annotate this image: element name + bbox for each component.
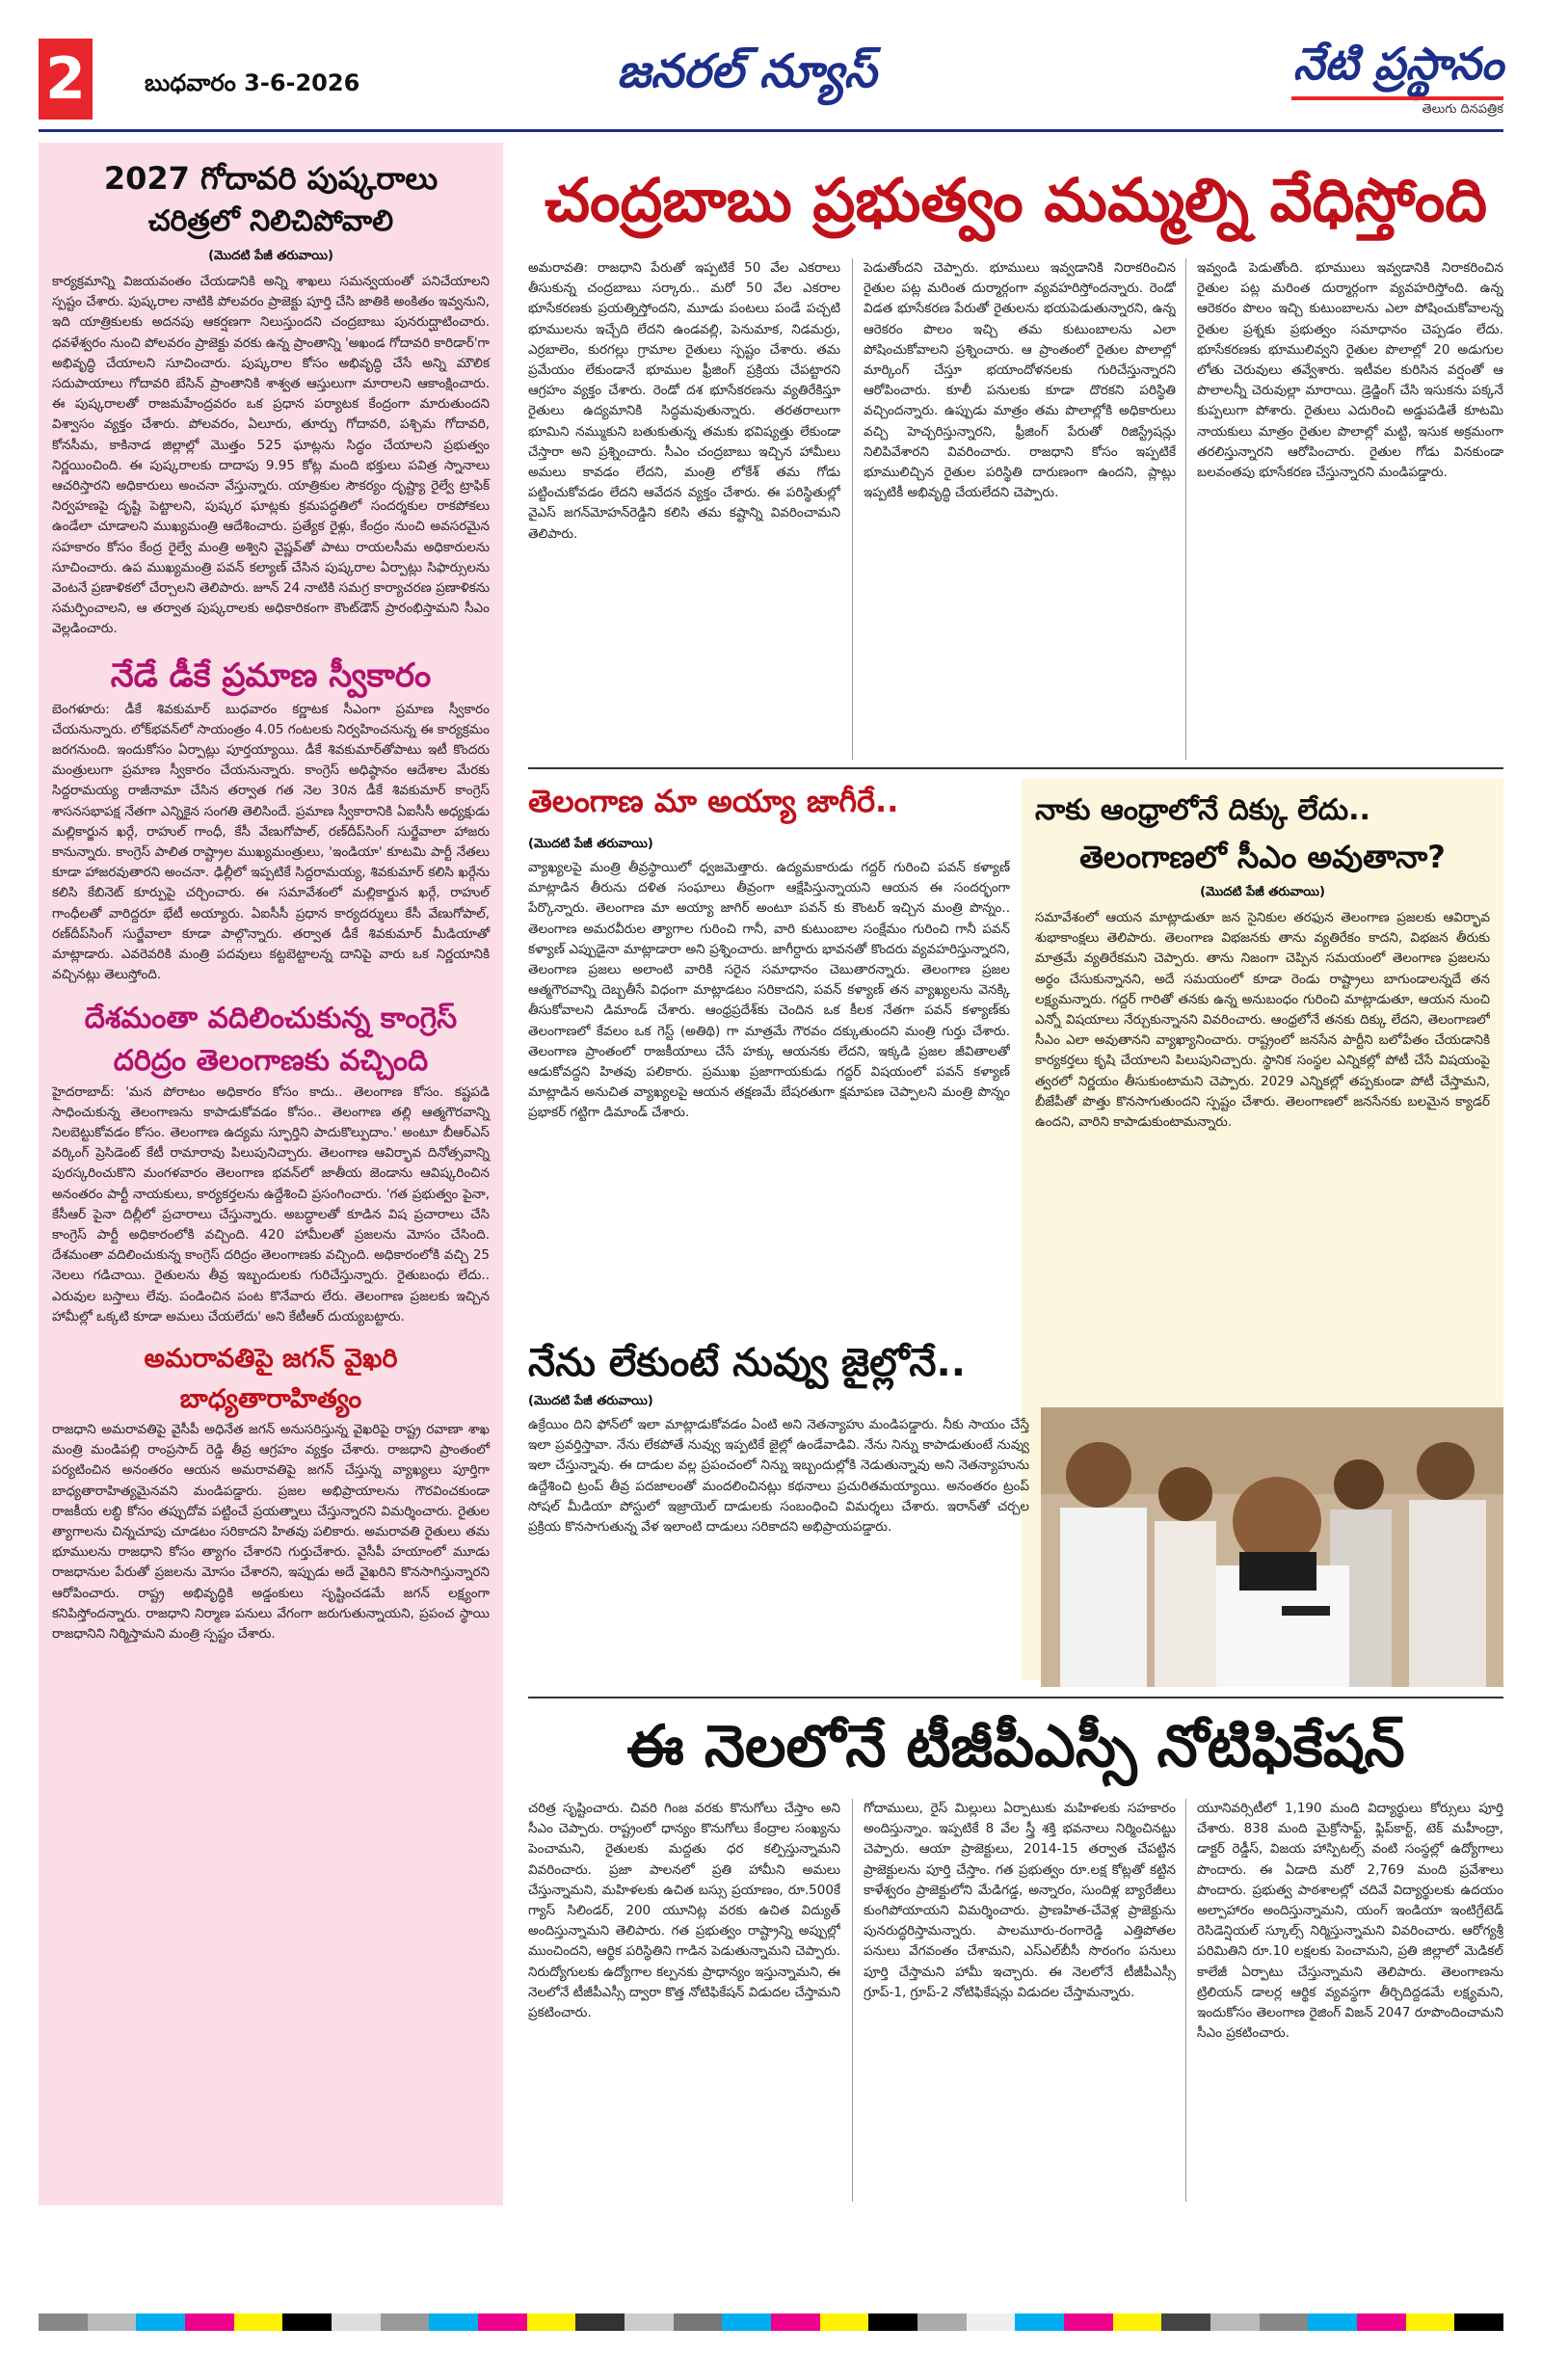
jail-byline: (మొదటి పేజీ తరువాయి) bbox=[528, 1394, 653, 1408]
news-photo bbox=[1041, 1407, 1503, 1687]
telangana-byline: (మొదటి పేజీ తరువాయి) bbox=[528, 837, 653, 851]
story2-body: బెంగళూరు: డీకే శివకుమార్ బుధవారం కర్ణాటక సీఎంగా ప్రమాణ స్వీకారం చేయనున్నారు. లోక్‌భవన్‌లో సాయంత్రం 4.05 గంటలకు నిర్వహించనున్న ఈ కార్యక్రమం జరగనుంది. ఇందుకోసం ఏర్పాట్లు పూర్తయ్యాయి. డీకే శివకుమార్‌తోపాటు ఇటీ కొందరు మంత్రులుగా ప్రమాణ స్వీకారం చేయనున్నారు. కాంగ్రెస్ అధిష్ఠానం ఆదేశాల మేరకు సిద్దరామయ్య రాజీనామా చేసిన తర్వాత గత నెల 30న డీకే శివకుమార్ కాంగ్రెస్ శాసనసభాపక్ష నేతగా ఎన్నికైన సంగతి తెలిసిందే. ప్రమాణ స్వీకారానికి ఏఐసీసీ అధ్యక్షుడు మల్లికార్జున ఖర్గే, రాహుల్ గాంధీ, కేసీ వేణుగోపాల్, రణ్‌దీప్‌సింగ్ సుర్జేవాలా హాజరు కానున్నారు. కాంగ్రెస్ పాలిత రాష్ట్రాల ముఖ్యమంత్రులు, 'ఇండియా' కూటమి పార్టీ నేతలు కూడా హాజరవుతారని అంచనా. ఢిల్లీలో ఇప్పటికే సిద్దరామయ్య, శివకుమార్ కలిసి ఖర్గేను కలిసి కేబినెట్ కూర్పుపై చర్చించారు. ఈ సమావేశంలో మల్లికార్జున ఖర్గే, రాహుల్ గాంధీలతో వారిద్దరూ భేటీ అయ్యారు. ఏఐసీసీ ప్రధాన కార్యదర్శులు కేసీ వేణుగోపాల్, రణ్‌దీప్‌సింగ్ సుర్జేవాలా కూడా పాల్గొన్నారు. తర్వాత డీకే శివకుమార్ మీడియాతో మాట్లాడారు. ఎవరెవరికి మంత్రి పదవులు కట్టబెట్టాలన్న దానిపై వారు ఒక నిర్ణయానికి వచ్చినట్లు తెలుస్తోంది. bbox=[52, 701, 490, 983]
section-divider bbox=[528, 767, 1503, 769]
box-headline-1: నాకు ఆంధ్రాలోనే దిక్కు లేదు.. bbox=[1035, 793, 1370, 827]
telangana-body: వ్యాఖ్యలపై మంత్రి తీవ్రస్థాయిలో ధ్వజమెత్తారు. ఉద్యమకారుడు గద్దర్ గురించి పవన్ కళ్యాణ్ మాట్లాడిన తీరును దళిత సంఘాలు తీవ్రంగా ఆక్షేపిస్తున్నాయని ఆయన ఈ సందర్భంగా పేర్కొన్నారు. తెలంగాణ మా అయ్యా జాగిర్ అంటూ పవన్ కు కౌంటర్ ఇచ్చిన మంత్రి పొన్నం.. తెలంగాణ అమరవీరుల త్యాగాల గురించి గానీ, వారి కుటుంబాల సంక్షేమం గురించి గానీ పవన్ కళ్యాణ్ ఎప్పుడైనా మాట్లాడారా అని ప్రశ్నించారు. జాగీర్దారు భావనతో కొందరు వ్యవహరిస్తున్నారని, తెలంగాణ ప్రజలు అలాంటి వారికి సరైన సమాధానం చెబుతారన్నారు. తెలంగాణ ప్రజల ఆత్మగౌరవాన్ని దెబ్బతీసే విధంగా మాట్లాడటం సరికాదని, పవన్ కళ్యాణ్ తన వ్యాఖ్యలను వెనక్కి తీసుకోవాలని డిమాండ్ చేశారు. ఆంధ్రప్రదేశ్‌కు చెందిన ఒక కీలక నేతగా పవన్ కళ్యాణ్‌కు తెలంగాణలో కేవలం ఒక గెస్ట్ (అతిథి) గా మాత్రమే గౌరవం దక్కుతుందని మంత్రి గుర్తు చేశారు. తెలంగాణ ప్రాంతంలో రాజకీయాలు చేసే హక్కు ఆయనకు లేదని, ఇక్కడి ప్రజల జీవితాలతో ఆడుకోవద్దని హితవు పలికారు. ప్రముఖ ప్రజాగాయకుడు గద్దర్ విషయంలో పవన్ కళ్యాణ్ మాట్లాడిన అనుచిత వ్యాఖ్యలపై ఆయన తక్షణమే బేషరతుగా క్షమాపణ చెప్పాలని మంత్రి పొన్నం ప్రభాకర్ గట్టిగా డిమాండ్ చేశారు. bbox=[528, 860, 1010, 1121]
tgpsc-col1: చరిత్ర సృష్టించారు. చివరి గింజ వరకు కొనుగోలు చేస్తాం అని సీఎం చెప్పారు. రాష్ట్రంలో ధాన్యం కొనుగోలు కేంద్రాల సంఖ్యను పెంచామని, రైతులకు మద్దతు ధర కల్పిస్తున్నామని వివరించారు. ప్రజా పాలనలో ప్రతి హామీని అమలు చేస్తున్నామని, మహిళలకు ఉచిత బస్సు ప్రయాణం, రూ.500కే గ్యాస్ సిలిండర్, 200 యూనిట్ల వరకు ఉచిత విద్యుత్ అందిస్తున్నామని తెలిపారు. గత ప్రభుత్వం రాష్ట్రాన్ని అప్పుల్లో ముంచిందని, ఆర్థిక పరిస్థితిని గాడిన పెడుతున్నామని చెప్పారు. నిరుద్యోగులకు ఉద్యోగాల కల్పనకు ప్రాధాన్యం ఇస్తున్నామని, ఈ నెలలోనే టీజీపీఎస్సీ ద్వారా కొత్త నోటిఫికేషన్ విడుదల చేస్తామని ప్రకటించారు. bbox=[528, 1801, 840, 2021]
box-body: సమావేశంలో ఆయన మాట్లాడుతూ జన సైనికుల తరఫున తెలంగాణ ప్రజలకు ఆవిర్భావ శుభాకాంక్షలు తెలిపారు. తెలంగాణ విభజనకు తాను వ్యతిరేకం కాదని, విభజన తీరుకు మాత్రమే వ్యతిరేకమని చెప్పారు. తాను నిజంగా చెప్పిన సమయంలో తెలంగాణ ప్రజలను అర్థం చేసుకున్నానని, అదే సమయంలో కూడా రెండు రాష్ట్రాలు బాగుండాలన్నదే తన లక్ష్యమన్నారు. గద్దర్ గారితో తనకు ఉన్న అనుబంధం గురించి మాట్లాడుతూ, ఆయన నుంచి ఎన్నో విషయాలు నేర్చుకున్నానని వివరించారు. ఆంధ్రలోనే తనకు దిక్కు లేదని, తెలంగాణలో సీఎం ఎలా అవుతానని వ్యాఖ్యానించారు. రాష్ట్రంలో జనసేన పార్టీని బలోపేతం చేయడానికి కార్యకర్తలు కృషి చేయాలని పిలుపునిచ్చారు. స్థానిక సంస్థల ఎన్నికల్లో పోటీ చేసే విషయంపై త్వరలో నిర్ణయం తీసుకుంటామని చెప్పారు. 2029 ఎన్నికల్లో తప్పకుండా పోటీ చేస్తామని, బీజేపీతో పొత్తు కొనసాగుతుందని స్పష్టం చేశారు. తెలంగాణలో జనసేనకు బలమైన క్యాడర్ ఉందని, వారిని కాపాడుకుంటామన్నారు. bbox=[1035, 910, 1490, 1131]
story1-headline-1: 2027 గోదావరి పుష్కరాలు bbox=[103, 160, 439, 197]
story1-byline: (మొదటి పేజీ తరువాయి) bbox=[208, 249, 333, 263]
telangana-headline: తెలంగాణ మా అయ్యా జాగీరే.. bbox=[528, 783, 899, 819]
section-title: జనరల్ న్యూస్ bbox=[617, 44, 877, 98]
left-column bbox=[39, 143, 503, 2206]
main-headline: చంద్రబాబు ప్రభుత్వం మమ్మల్ని వేధిస్తోంది bbox=[544, 165, 1488, 235]
box-headline-2: తెలంగాణలో సీఎం అవుతానా? bbox=[1079, 839, 1446, 875]
page-number: 2 bbox=[39, 39, 93, 120]
jail-headline: నేను లేకుంటే నువ్వు జైల్లోనే.. bbox=[528, 1341, 966, 1385]
crowd-photo-illustration bbox=[1041, 1407, 1503, 1687]
column-rule bbox=[852, 1799, 853, 2202]
story3-headline-1: దేశమంతా వదిలించుకున్న కాంగ్రెస్ bbox=[84, 1001, 458, 1035]
story1-body: కార్యక్రమాన్ని విజయవంతం చేయడానికి అన్ని శాఖలు సమన్వయంతో పనిచేయాలని స్పష్టం చేశారు. పుష్కరాల నాటికి పోలవరం ప్రాజెక్టు పూర్తి చేసి జాతికి అంకితం ఇవ్వనుని, ఇది యాత్రికులకు అదనపు ఆకర్షణగా నిలుస్తుందని చంద్రబాబు పునరుద్ఘాటించారు. ధవళేశ్వరం నుంచి పోలవరం ప్రాజెక్టు వరకు ఉన్న ప్రాంతాన్ని 'అఖండ గోదావరి కారిడార్'గా అభివృద్ధి చేయాలని సూచించారు. పుష్కరాల కోసం అభివృద్ధి చేసే అన్ని మౌలిక సదుపాయాలు గోదావరి బేసిన్ ప్రాంతానికి శాశ్వత ఆస్తులుగా మారాలని ఆకాంక్షించారు. ఈ పుష్కరాలతో రాజమహేంద్రవరం ఒక ప్రధాన పర్యాటక కేంద్రంగా మారుతుందని విశ్వాసం వ్యక్తం చేశారు. పోలవరం, ఏలూరు, తూర్పు గోదావరి, పశ్చిమ గోదావరి, కోనసీమ, కాకినాడ జిల్లాల్లో మొత్తం 525 ఘాట్లను సిద్ధం చేయాలని ప్రభుత్వం నిర్ణయించింది. ఈ పుష్కరాలకు దాదాపు 9.95 కోట్ల మంది భక్తులు పవిత్ర స్నానాలు ఆచరిస్తారని అధికారులు అంచనా వేస్తున్నారు. యాత్రికుల సౌకర్యం దృష్ట్యా రైల్వే ట్రాఫిక్ నిర్వహణపై దృష్టి పెట్టాలని, పుష్కర ఘాట్లకు క్రమపద్ధతిలో సందర్శకుల రాకపోకలు ఉండేలా చూడాలని ముఖ్యమంత్రి ఆదేశించారు. ప్రత్యేక రైళ్లు, కేంద్రం నుంచి అవసరమైన సహకారం కోసం కేంద్ర రైల్వే మంత్రి అశ్విని వైష్ణవ్‌తో పాటు రాయలసీమ అధికారులను సూచించారు. ఉప ముఖ్యమంత్రి పవన్ కల్యాణ్ చేసిన పుష్కరాల ఏర్పాట్లు సిఫార్సులను వెంటనే ప్రణాళికలో చేర్చాలని తెలిపారు. జూన్ 24 నాటికి సమగ్ర కార్యాచరణ ప్రణాళికను సమర్పించాలని, ఆ తర్వాత పుష్కరాలకు అధికారికంగా కౌంట్‌డౌన్ ప్రారంభిస్తామని సీఎం వెల్లడించారు. bbox=[52, 274, 490, 637]
brand-logo bbox=[1293, 39, 1503, 89]
masthead bbox=[0, 0, 1542, 135]
brand-name: నేటి ప్రస్థానం bbox=[1292, 38, 1503, 90]
story4-body: రాజధాని అమరావతిపై వైసీపీ అధినేత జగన్ అనుసరిస్తున్న వైఖరిపై రాష్ట్ర రవాణా శాఖ మంత్రి మండిపల్లి రాంప్రసాద్ రెడ్డి తీవ్ర ఆగ్రహం వ్యక్తం చేశారు. రాజధాని ప్రాంతంలో పర్యటించిన అనంతరం ఆయన అమరావతిపై జగన్ చేస్తున్న వ్యాఖ్యలు పూర్తిగా బాధ్యతారాహిత్యమైనవని మండిపడ్డారు. ప్రజల అభిప్రాయాలను గౌరవించకుండా రాజకీయ లబ్ధి కోసం తప్పుదోవ పట్టించే ప్రయత్నాలు చేస్తున్నారని విమర్శించారు. రైతుల త్యాగాలను చిన్నచూపు చూడటం సరికాదని హితవు పలికారు. అమరావతి రైతులు తమ భూములను రాజధాని కోసం త్యాగం చేశారని గుర్తుచేశారు. వైసీపీ హయాంలో మూడు రాజధానుల పేరుతో ప్రజలను మోసం చేశారని, ఇప్పుడు అదే వైఖరిని కొనసాగిస్తున్నారని ఆరోపించారు. రాష్ట్ర అభివృద్ధికి అడ్డంకులు సృష్టించడమే జగన్ లక్ష్యంగా కనిపిస్తోందన్నారు. రాజధాని నిర్మాణ పనులు వేగంగా జరుగుతున్నాయని, ప్రపంచ స్థాయి రాజధానిని నిర్మిస్తామని మంత్రి స్పష్టం చేశారు. bbox=[52, 1421, 490, 1642]
column-rule bbox=[852, 258, 853, 760]
story1-headline-2: చరిత్రలో నిలిచిపోవాలి bbox=[147, 204, 394, 238]
story3-body: హైదరాబాద్: 'మన పోరాటం అధికారం కోసం కాదు.. తెలంగాణ కోసం. కష్టపడి సాధించుకున్న తెలంగాణను కాపాడుకోవడం కోసం.. తెలంగాణ తల్లి ఆత్మగౌరవాన్ని నిలబెట్టుకోవడం కోసం. తెలంగాణ ఉద్యమ స్ఫూర్తిని పాదుకొల్పుదాం.' అంటూ బీఆర్ఎస్ వర్కింగ్ ప్రెసిడెంట్ కేటీ రామారావు పిలుపునిచ్చారు. తెలంగాణ ఆవిర్భావ దినోత్సవాన్ని పురస్కరించుకొని మంగళవారం తెలంగాణ భవన్‌లో జాతీయ జెండాను ఆవిష్కరించిన అనంతరం పార్టీ నాయకులు, కార్యకర్తలను ఉద్దేశించి ప్రసంగించారు. 'గత ప్రభుత్వం పైనా, కేసీఆర్ పైనా దిల్లీలో ప్రచారాలు చేస్తున్నారు. అబద్ధాలతో కూడిన విష ప్రచారాలు చేసి కాంగ్రెస్ పార్టీ అధికారంలోకి వచ్చింది. 420 హామీలతో ప్రజలను మోసం చేసింది. దేశమంతా వదిలించుకున్న కాంగ్రెస్ దరిద్రం తెలంగాణకు వచ్చింది. అధికారంలోకి వచ్చి 25 నెలలు గడిచాయి. రైతులను తీవ్ర ఇబ్బందులకు గురిచేస్తున్నారు. రైతుబంధు లేదు.. ఎరువుల బస్తాలు లేవు. పండించిన పంట కొనేవారు లేరు. తెలంగాణ ప్రజలకు ఇచ్చిన హామీల్లో ఒక్కటి కూడా అమలు చేయలేదు' అని కేటీఆర్ దుయ్యబట్టారు. bbox=[52, 1083, 490, 1324]
tgpsc-col2: గోదాములు, రైస్ మిల్లులు ఏర్పాటుకు మహిళలకు సహకారం అందిస్తున్నాం. ఇప్పటికే 8 వేల స్త్రీ శక్తి భవనాలు నిర్మించినట్టు చెప్పారు. ఆయా ప్రాజెక్టులు, 2014-15 తర్వాత చేపట్టిన ప్రాజెక్టులను పూర్తి చేస్తాం. గత ప్రభుత్వం రూ.లక్ష కోట్లతో కట్టిన కాళేశ్వరం ప్రాజెక్టులోని మేడిగడ్డ, అన్నారం, సుందిళ్ల బ్యారేజీలు కుంగిపోయాయని విమర్శించారు. ప్రాణహిత-చేవెళ్ల ప్రాజెక్టును పునరుద్ధరిస్తామన్నారు. పాలమూరు-రంగారెడ్డి ఎత్తిపోతల పనులు వేగవంతం చేశామని, ఎస్ఎల్‌బీసీ సొరంగం పనులు పూర్తి చేస్తామని హామీ ఇచ్చారు. ఈ నెలలోనే టీజీపీఎస్సీ గ్రూప్-1, గ్రూప్-2 నోటిఫికేషన్లు విడుదల చేస్తామన్నారు. bbox=[864, 1801, 1176, 2000]
jail-body: ఉక్రేయిం దిని ఫోన్‌లో ఇలా మాట్లాడుకోవడం ఏంటి అని నెతన్యాహు మండిపడ్డారు. నీకు సాయం చేస్తే ఇలా ప్రవర్తిస్తావా. నేను లేకపోతే నువ్వు ఇప్పటికే జైల్లో ఉండేవాడివి. నేను నిన్ను కాపాడుతుంటే నువ్వు ఇలా చేస్తున్నావు. ఈ దాడుల వల్ల ప్రపంచంలో నిన్ను ఇబ్బందుల్లోకి నెడుతున్నావు అని నెతన్యాహును ఉద్దేశించి ట్రంప్ తీవ్ర పదజాలంతో మందలించినట్లు కథనాలు ప్రచురితమయ్యాయి. అనంతరం ట్రంప్ సోషల్ మీడియా పోస్టులో ఇజ్రాయెల్ దాడులకు సంబంధించి విమర్శలు చేశారు. ఇరాన్‌తో చర్చల ప్రక్రియ కొనసాగుతున్న వేళ ఇలాంటి దాడులు సరికాదని అభిప్రాయపడ్డారు. bbox=[528, 1417, 1029, 1536]
main-story-col1: అమరావతి: రాజధాని పేరుతో ఇప్పటికే 50 వేల ఎకరాలు తీసుకున్న చంద్రబాబు సర్కారు.. మరో 50 వేల ఎకరాల భూసేకరణకు ప్రయత్నిస్తోందని, మూడు పంటలు పండే పచ్చటి భూములను ఇచ్చేది లేదని ఉండవల్లి, పెనుమాక, నిడమర్రు, ఎర్రబాలెం, కురగల్లు గ్రామాల రైతులు స్పష్టం చేశారు. తమ ప్రమేయం లేకుండానే భూముల ఫ్రీజింగ్ ప్రక్రియ చేపట్టారని ఆగ్రహం వ్యక్తం చేశారు. రెండో దశ భూసేకరణను వ్యతిరేకిస్తూ రైతులు ఉద్యమానికి సిద్ధమవుతున్నారు. తరతరాలుగా భూమిని నమ్ముకుని బతుకుతున్న తమకు భవిష్యత్తు లేకుండా చేస్తారా అని ప్రశ్నించారు. సీఎం చంద్రబాబు ఇచ్చిన హామీలు అమలు కావడం లేదని, మంత్రి లోకేశ్ తమ గోడు పట్టించుకోవడం లేదని ఆవేదన వ్యక్తం చేశారు. ఈ పరిస్థితుల్లో వైఎస్ జగన్‌మోహన్‌రెడ్డిని కలిసి తమ కష్టాన్ని వివరించామని తెలిపారు. bbox=[528, 260, 840, 542]
box-byline: (మొదటి పేజీ తరువాయి) bbox=[1200, 885, 1325, 899]
main-story-col2: పెడుతోందని చెప్పారు. భూములు ఇవ్వడానికి నిరాకరించిన రైతుల పట్ల మరింత దుర్మార్గంగా వ్యవహరిస్తోందన్నారు. రెండో విడత భూసేకరణ పేరుతో రైతులను భయపెడుతున్నారని, ఉన్న ఆరెకరం పొలం ఇచ్చి తమ కుటుంబాలను ఎలా పోషించుకోవాలని ప్రశ్నించారు. ఆ ప్రాంతంలో రైతుల పొలాల్లో మార్కింగ్ చేస్తూ భయాందోళనలకు గురిచేస్తున్నారని ఆరోపించారు. కూలీ పనులకు కూడా దొరకని పరిస్థితి వచ్చిందన్నారు. ఉప్పుడు మాత్రం తమ పొలాల్లోకి అధికారులు వచ్చి హెచ్చరిస్తున్నారని, ఫ్రీజింగ్ పేరుతో రిజిస్ట్రేషన్లు నిలిపివేశారని వివరించారు. రాజధాని కోసం ఇప్పటికే భూములిచ్చిన రైతుల పరిస్థితి దారుణంగా ఉందని, ప్లాట్లు ఇప్పటికీ అభివృద్ధి చేయలేదని చెప్పారు. bbox=[864, 260, 1176, 501]
section-divider bbox=[528, 1697, 1503, 1698]
column-rule bbox=[1185, 258, 1186, 760]
tgpsc-headline: ఈ నెలలోనే టీజీపీఎస్సీ నోటిఫికేషన్ bbox=[626, 1713, 1405, 1780]
brand-tagline: తెలుగు దినపత్రిక bbox=[1422, 102, 1503, 117]
brand-underline bbox=[1291, 96, 1503, 100]
main-story-col3: ఇవ్వండి పెడుతోంది. భూములు ఇవ్వడానికి నిరాకరించిన రైతుల పట్ల మరింత దుర్మార్గంగా వ్యవహరిస్తోంది. ఉన్న ఆరెకరం పొలం ఇచ్చి కుటుంబాలను ఎలా పోషించుకోవాలన్న రైతుల ప్రశ్నకు ప్రభుత్వం సమాధానం చెప్పడం లేదు. భూసేకరణకు భూములివ్వని రైతుల పొలాల్లో 20 అడుగుల లోతు చెరువులు తవ్వేశారు. ఇటీవల కురిసిన వర్షంతో ఆ పొలాలన్నీ చెరువుల్లా మారాయి. డ్రెడ్జింగ్ చేసి ఇసుకను పక్కనే కుప్పలుగా పోశారు. రైతులు ఎదురించి అడ్డుపడితే కూటమి నాయకులు మాత్రం రైతుల పొలాల్లో మట్టి, ఇసుక అక్రమంగా తరలిస్తున్నారని ఆరోపించారు. రైతుల గోడు వినకుండా బలవంతపు భూసేకరణ చేస్తున్నారని మండిపడ్డారు. bbox=[1197, 260, 1503, 481]
story4-headline: అమరావతిపై జగన్ వైఖరి బాధ్యతారాహిత్యం bbox=[144, 1343, 398, 1414]
story2-headline: నేడే డీకే ప్రమాణ స్వీకారం bbox=[110, 655, 432, 695]
header-rule bbox=[39, 129, 1503, 132]
column-rule bbox=[1185, 1799, 1186, 2202]
story3-headline-2: దరిద్రం తెలంగాణకు వచ్చింది bbox=[113, 1043, 429, 1078]
tgpsc-col3: యూనివర్సిటీలో 1,190 మంది విద్యార్థులు కోర్సులు పూర్తి చేశారు. 838 మంది మైక్రోసాఫ్ట్, ఫ్లిప్‌కార్ట్, టెక్ మహీంద్రా, డాక్టర్ రెడ్డీస్, విజయ హాస్పిటల్స్ వంటి సంస్థల్లో ఉద్యోగాలు పొందారు. ఈ ఏడాది మరో 2,769 మంది ప్రవేశాలు పొందారు. ప్రభుత్వ పాఠశాలల్లో చదివే విద్యార్థులకు ఉదయం అల్పాహారం అందిస్తున్నామని, యంగ్ ఇండియా ఇంటిగ్రేటెడ్ రెసిడెన్షియల్ స్కూల్స్ నిర్మిస్తున్నామని వివరించారు. ఆరోగ్యశ్రీ పరిమితిని రూ.10 లక్షలకు పెంచామని, ప్రతి జిల్లాలో మెడికల్ కాలేజీ ఏర్పాటు చేస్తున్నామని తెలిపారు. తెలంగాణను ట్రిలియన్ డాలర్ల ఆర్థిక వ్యవస్థగా తీర్చిదిద్దడమే లక్ష్యమని, ఇందుకోసం తెలంగాణ రైజింగ్ విజన్ 2047 రూపొందించామని సీఎం ప్రకటించారు. bbox=[1197, 1801, 1503, 2042]
dateline: బుధవారం 3-6-2026 bbox=[145, 69, 360, 96]
print-color-strip bbox=[39, 2313, 1503, 2331]
